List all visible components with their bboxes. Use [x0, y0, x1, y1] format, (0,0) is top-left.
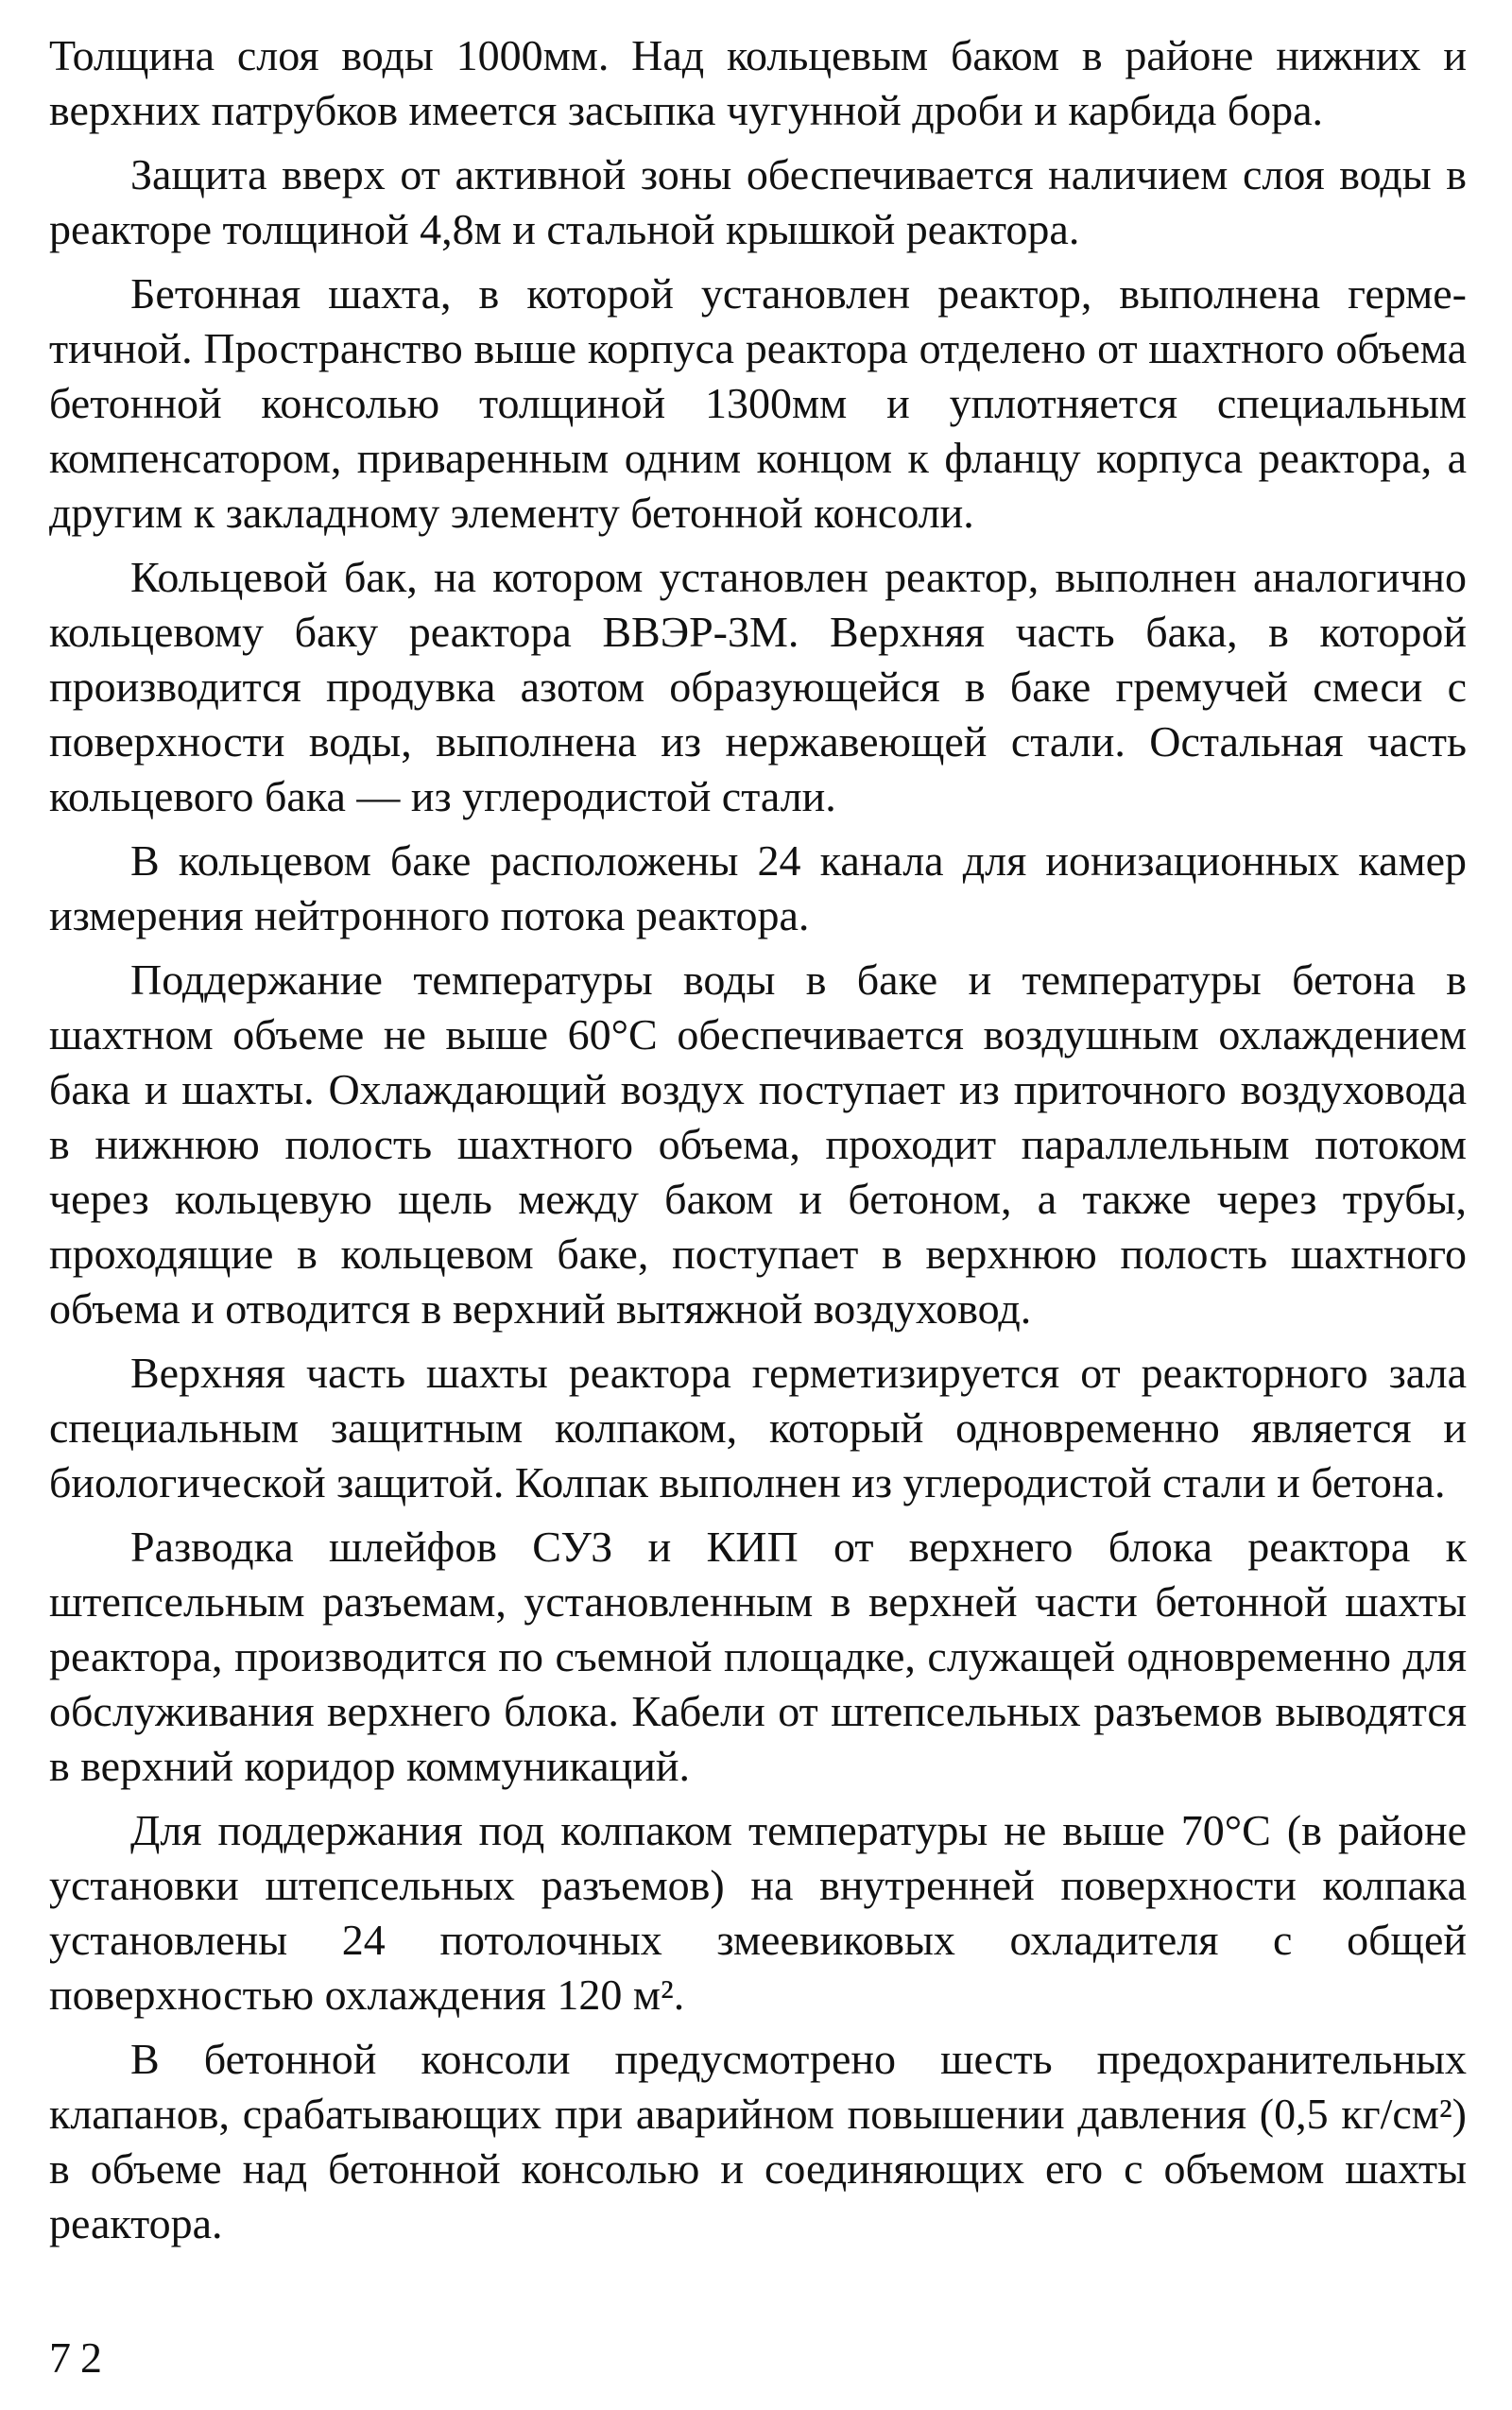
paragraph-6: Поддержание температуры воды в баке и температуры бетона в шахтном объеме не выше 60°С обеспечивается воздушным охлаждением бака и шахты. Охлаждающий воздух поступает из приточного воздуховода в нижнюю полость шахтного объема, проходит параллельным потоком через кольцевую щель между баком и бетоном, а также через трубы, проходящие в кольцевом баке, поступает в верхнюю полость шахтного объема и отводится в верхний вытяжной воздуховод.: [49, 955, 1467, 1333]
paragraph-1: Толщина слоя воды 1000мм. Над кольцевым баком в районе нижних и верхних патрубков имеется засыпка чугунной дроби и карбида бора.: [49, 31, 1467, 134]
paragraph-3: Бетонная шахта, в которой установлен реактор, выполнена герметичной. Пространство выше корпуса реактора отделено от шахтного объема бетонной консолью толщиной 1300мм и уплотняется специальным компенсатором, приваренным одним концом к фланцу корпуса реактора, а другим к закладному элементу бетонной консоли.: [49, 269, 1467, 537]
paragraph-4: Кольцевой бак, на котором установлен реактор, выполнен аналогично кольцевому баку реактора ВВЭР-3М. Верхняя часть бака, в которой производится продувка азотом образующейся в баке гремучей смеси с поверхности воды, выполнена из нержавеющей стали. Остальная часть кольцевого бака — из углеродистой стали.: [49, 553, 1467, 820]
paragraph-7: Верхняя часть шахты реактора герметизируется от реакторного зала специальным защитным колпаком, который одновременно является и биологической защитой. Колпак выполнен из углеродистой стали и бетона.: [49, 1349, 1467, 1506]
page-body: [49, 28, 1467, 2251]
paragraph-2: Защита вверх от активной зоны обеспечивается наличием слоя воды в реакторе толщиной 4,8м и стальной крышкой реактора.: [49, 150, 1467, 253]
page-number: 72: [49, 2333, 112, 2382]
paragraph-9: Для поддержания под колпаком температуры не выше 70°С (в районе установки штепсельных разъемов) на внутренней поверхности колпака установлены 24 потолочных змеевиковых охладителя с общей поверхностью охлаждения 120 м².: [49, 1806, 1467, 2019]
paragraph-8: Разводка шлейфов СУЗ и КИП от верхнего блока реактора к штепсельным разъемам, установленным в верхней части бетонной шахты реактора, производится по съемной площадке, служащей одновременно для обслуживания верхнего блока. Кабели от штепсельных разъемов выводятся в верхний коридор коммуникаций.: [49, 1523, 1467, 1790]
paragraph-5: В кольцевом баке расположены 24 канала для ионизационных камер измерения нейтронного потока реактора.: [49, 836, 1467, 939]
paragraph-10: В бетонной консоли предусмотрено шесть предохранительных клапанов, срабатывающих при аварийном повышении давления (0,5 кг/см²) в объеме над бетонной консолью и соединяющих его с объемом шахты реактора.: [49, 2035, 1467, 2247]
